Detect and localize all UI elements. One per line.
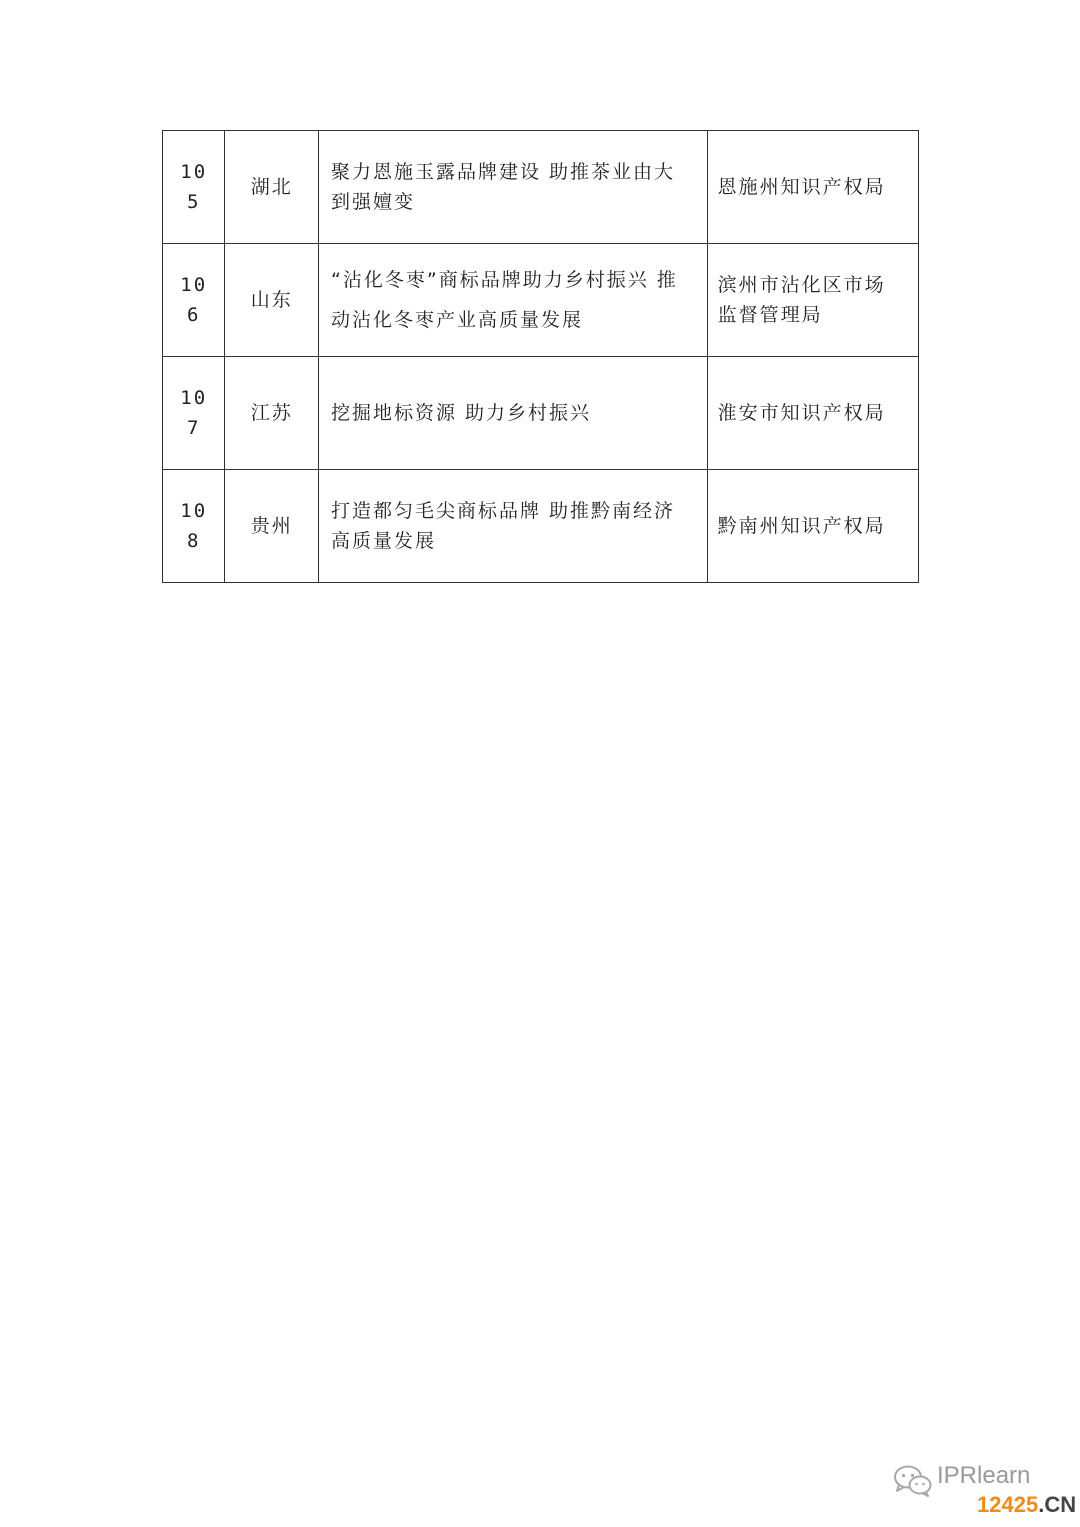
row-number-bottom: 5 (186, 191, 201, 213)
case-title-cell (319, 357, 708, 470)
watermark-site (977, 1492, 1076, 1518)
row-number (163, 244, 225, 357)
organization-line: 淮安市知识产权局 (717, 402, 886, 424)
row-number-bottom: 6 (186, 304, 201, 326)
province-cell: 湖北 (225, 131, 319, 244)
organization-cell (707, 131, 918, 244)
wechat-icon (893, 1464, 933, 1498)
row-number (163, 131, 225, 244)
watermark-brand: IPRlearn (937, 1462, 1031, 1489)
case-title-line: 到强嬗变 (331, 191, 416, 213)
case-title-cell (319, 470, 708, 583)
case-title-line: “沾化冬枣”商标品牌助力乡村振兴 推 (331, 269, 678, 291)
watermark-site-digits: 12425 (977, 1492, 1039, 1517)
case-title-cell (319, 244, 708, 357)
table-row (163, 357, 919, 470)
organization-cell (707, 244, 918, 357)
case-title-line: 动沾化冬枣产业高质量发展 (331, 309, 584, 331)
cases-table (162, 130, 919, 583)
case-title-line: 挖掘地标资源 助力乡村振兴 (331, 402, 592, 424)
row-number (163, 357, 225, 470)
row-number-bottom: 7 (186, 417, 201, 439)
organization-cell (707, 357, 918, 470)
organization-line: 黔南州知识产权局 (717, 515, 886, 537)
row-number-top: 10 (180, 500, 208, 522)
table-row (163, 470, 919, 583)
case-title-cell (319, 131, 708, 244)
organization-line: 恩施州知识产权局 (717, 176, 886, 198)
watermark-site-dot: . (1038, 1492, 1045, 1517)
case-title-line: 打造都匀毛尖商标品牌 助推黔南经济 (331, 500, 676, 522)
case-title-line: 高质量发展 (331, 530, 437, 552)
table-row (163, 244, 919, 357)
province-cell: 贵州 (225, 470, 319, 583)
province-cell: 山东 (225, 244, 319, 357)
row-number-bottom: 8 (186, 530, 201, 552)
row-number (163, 470, 225, 583)
table-row (163, 131, 919, 244)
row-number-top: 10 (180, 274, 208, 296)
province-cell: 江苏 (225, 357, 319, 470)
organization-line: 监督管理局 (717, 304, 823, 326)
watermark-site-tld: CN (1044, 1492, 1077, 1517)
case-title-line: 聚力恩施玉露品牌建设 助推茶业由大 (331, 161, 676, 183)
organization-line: 滨州市沾化区市场 (717, 274, 886, 296)
watermark (893, 1462, 1077, 1522)
organization-cell (707, 470, 918, 583)
row-number-top: 10 (180, 387, 208, 409)
row-number-top: 10 (180, 161, 208, 183)
